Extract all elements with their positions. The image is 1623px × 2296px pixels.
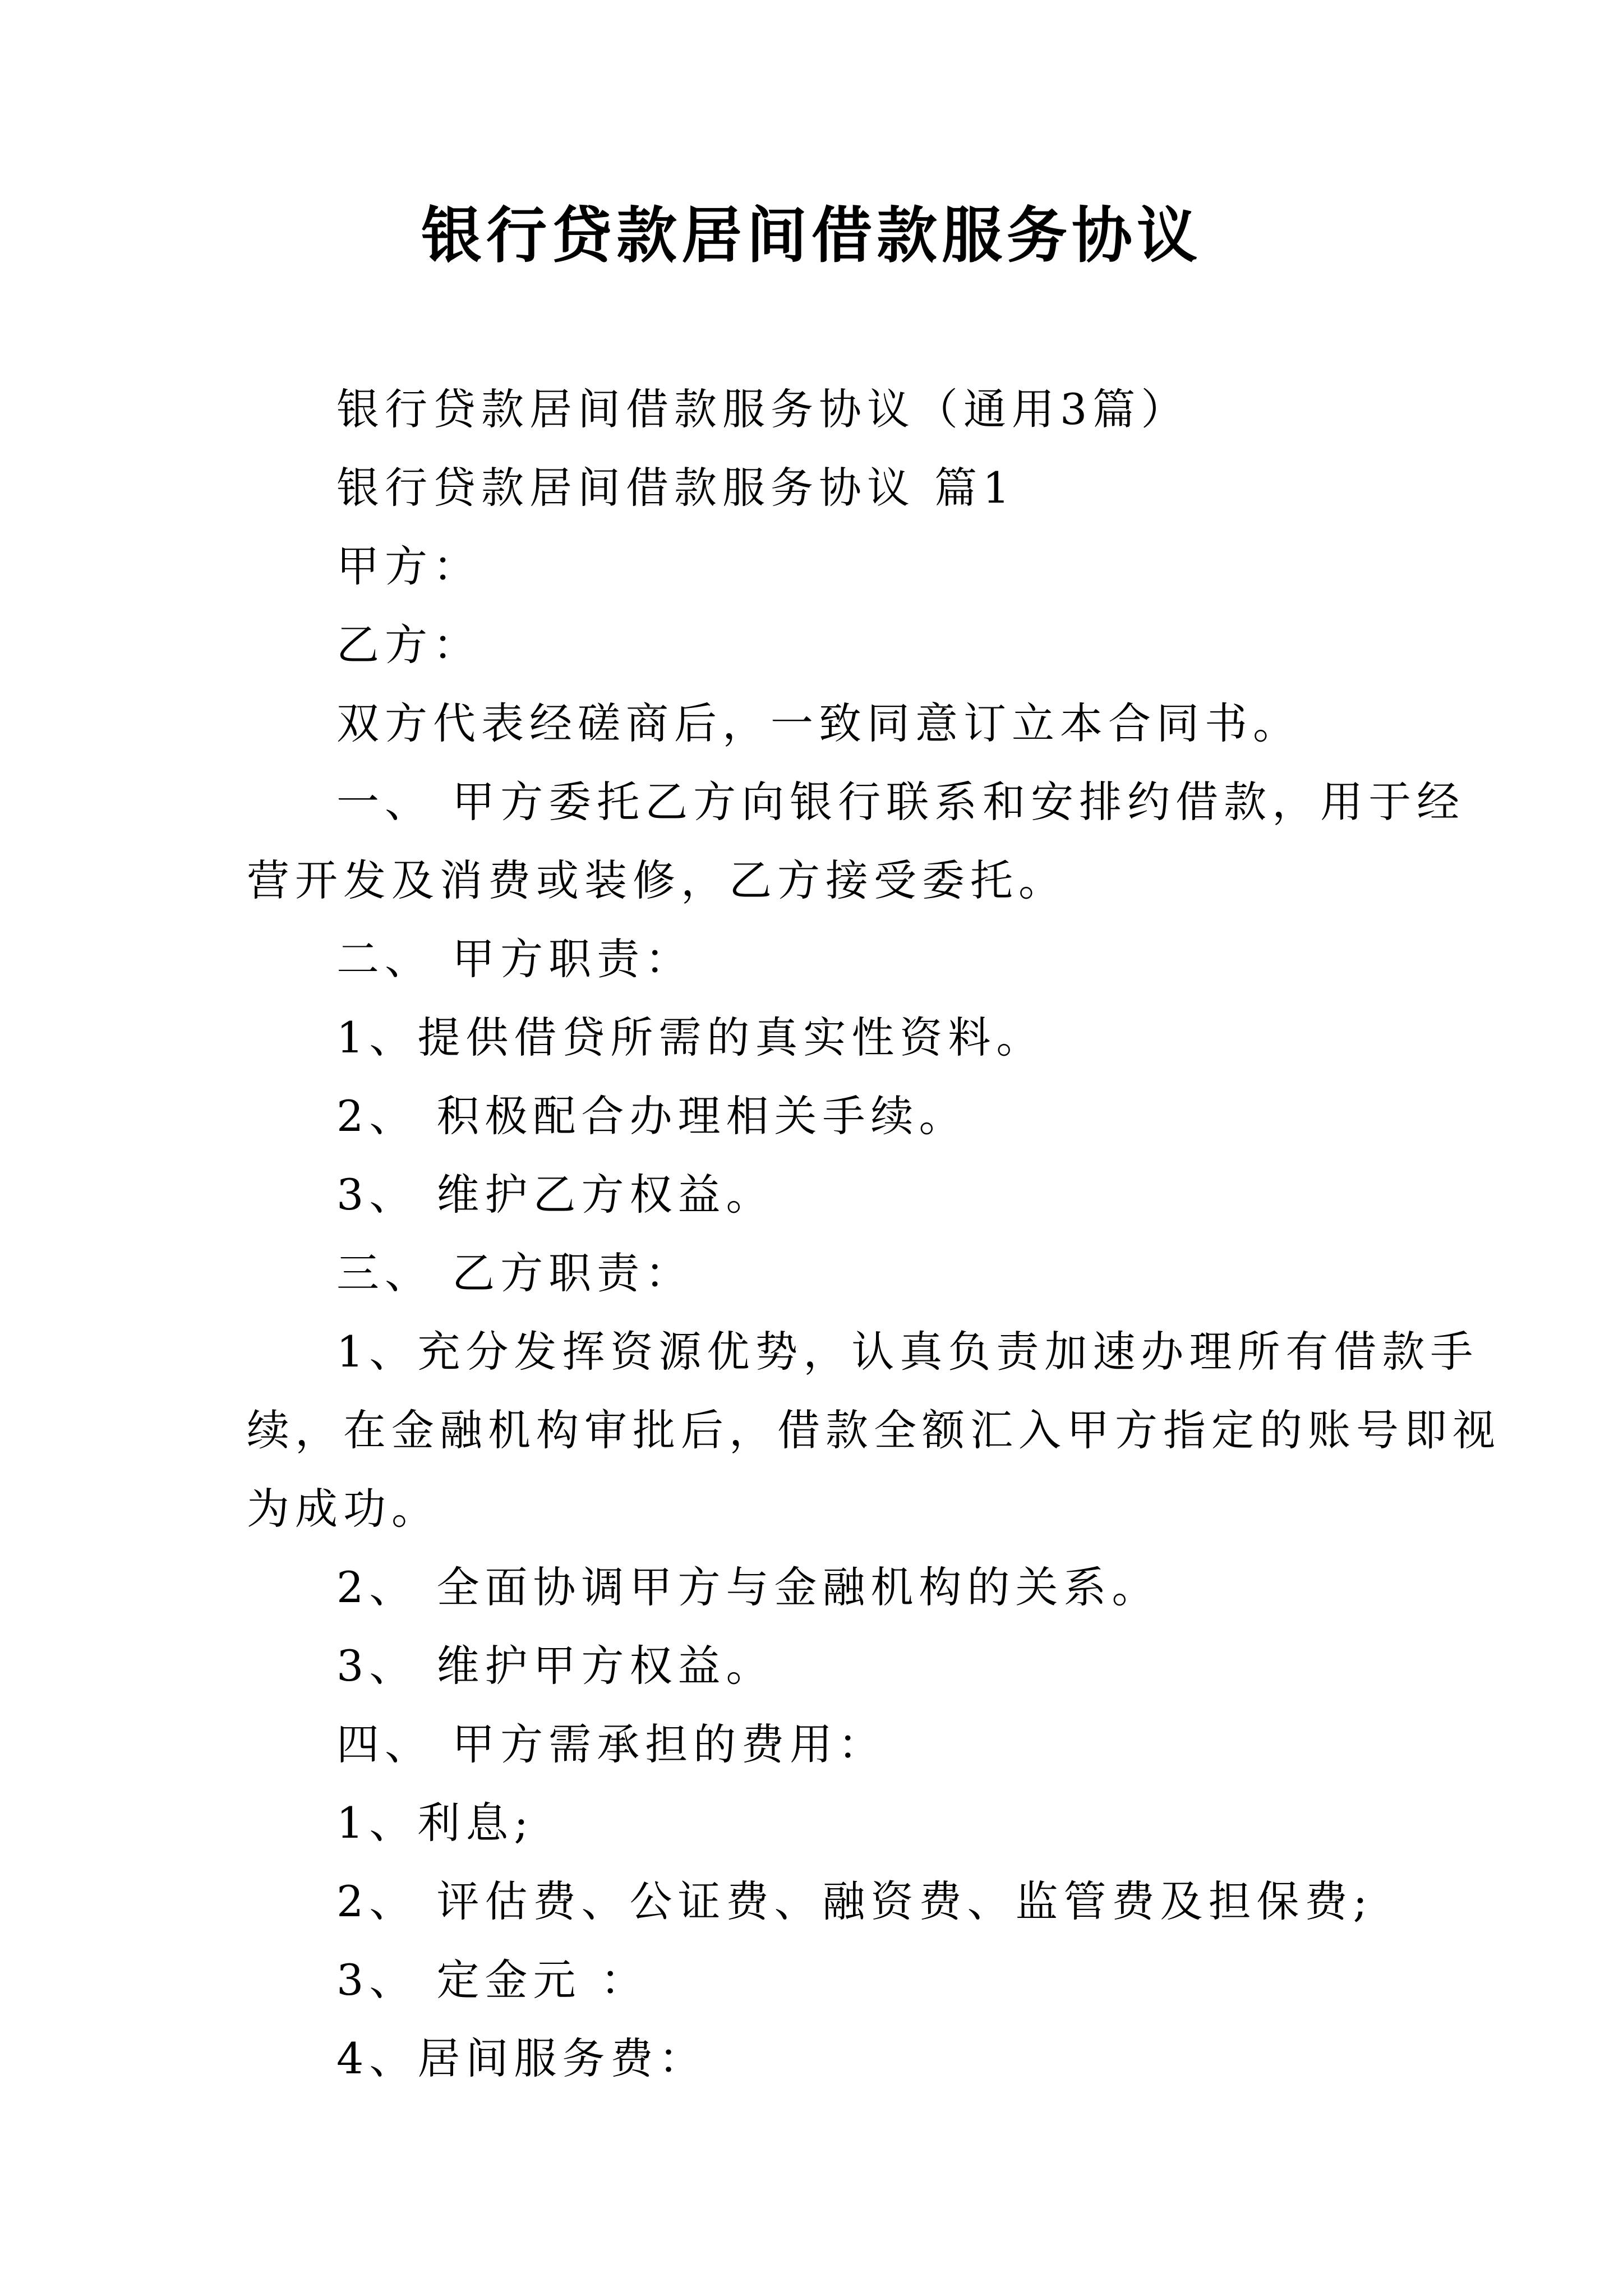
clause-4-heading: 四、 甲方需承担的费用： xyxy=(336,1719,887,1769)
party-a-label: 甲方： xyxy=(336,541,481,591)
list-item-cont: 为成功。 xyxy=(247,1484,440,1534)
list-item: 2、 全面协调甲方与金融机构的关系。 xyxy=(336,1562,1160,1612)
list-item: 3、 维护甲方权益。 xyxy=(336,1641,774,1691)
list-item: 1、利息; xyxy=(336,1798,534,1848)
list-item: 1、充分发挥资源优势，认真负责加速办理所有借款手 xyxy=(336,1327,1479,1377)
party-b-label: 乙方： xyxy=(336,620,481,670)
subtitle-line: 银行贷款居间借款服务协议（通用3篇） xyxy=(336,384,1189,434)
list-item: 3、 定金元 ： xyxy=(336,1955,649,2005)
paragraph-line: 双方代表经磋商后，一致同意订立本合同书。 xyxy=(336,698,1301,748)
clause-1-line-cont: 营开发及消费或装修，乙方接受委托。 xyxy=(247,855,1067,905)
list-item: 4、居间服务费： xyxy=(336,2033,707,2083)
list-item-cont: 续，在金融机构审批后，借款全额汇入甲方指定的账号即视 xyxy=(247,1405,1501,1455)
clause-2-heading: 二、 甲方职责： xyxy=(336,934,694,984)
list-item: 3、 维护乙方权益。 xyxy=(336,1170,774,1220)
list-item: 2、 积极配合办理相关手续。 xyxy=(336,1091,967,1141)
clause-1-line: 一、 甲方委托乙方向银行联系和安排约借款，用于经 xyxy=(336,777,1465,827)
document-title: 银行贷款居间借款服务协议 xyxy=(421,200,1202,271)
list-item: 2、 评估费、公证费、融资费、监管费及担保费; xyxy=(336,1876,1373,1926)
list-item: 1、提供借贷所需的真实性资料。 xyxy=(336,1013,1045,1062)
clause-3-heading: 三、 乙方职责： xyxy=(336,1248,694,1298)
section-heading: 银行贷款居间借款服务协议 篇1 xyxy=(336,463,1016,513)
